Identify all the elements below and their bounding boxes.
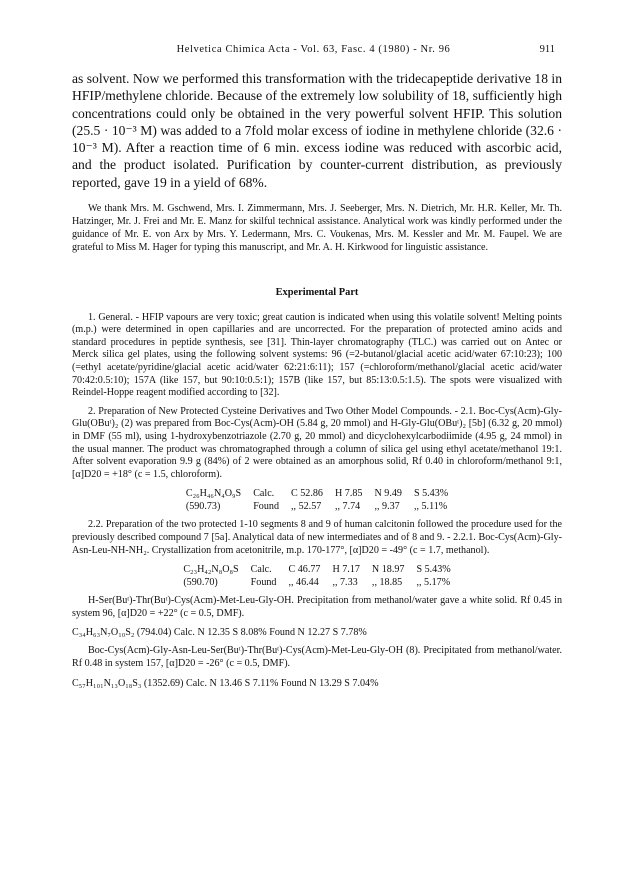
- preparation-segment-8: Boc-Cys(Acm)-Gly-Asn-Leu-Ser(Buᵗ)-Thr(Buᵗ)-Cys(Acm)-Met-Leu-Gly-OH (8). Precipitated from methanol/water. Rf 0.48 in system 157, [α]D20 = -26° (c = 0.5, DMF).: [72, 645, 562, 669]
- calc-value: N 9.49: [374, 488, 402, 500]
- calc-value: C 46.77: [288, 564, 321, 576]
- found-value: ,, 52.57: [291, 501, 322, 513]
- running-header: [72, 44, 555, 58]
- section-title: Experimental Part: [275, 286, 359, 298]
- preparation-2-2: 2.2. Preparation of the two protected 1-10 segments 8 and 9 of human calcitonin followed the procedure used for the previously described compound 7 [5a]. Analytical data of new intermediates and of 8 and 9. - 2.2.1. Boc-Cys(Acm)-Gly-Asn-Leu-NH-NH₂. Crystallization from acetonitrile, m.p. 170-177°, [α]D20 = -49° (c = 1.7, methanol).: [72, 519, 562, 556]
- page-number: 911: [539, 44, 555, 55]
- preparation-2-1: 2. Preparation of New Protected Cysteine Derivatives and Two Other Model Compounds. - 2.1. Boc-Cys(Acm)-Gly-Glu(OBuᵗ)₂ (2) was prepared from Boc-Cys(Acm)-OH (5.84 g, 20 mmol) and H-Gly-Glu(OBuᵗ)₂ [5b] (6.32 g, 20 mmol) in DMF (55 ml), using 1-hydroxybenzotriazole (2.70 g, 20 mmol) and dicyclohexylcarbodiimide (4.95 g, 24 mmol) in the usual manner. The product was chromatographed through a column of silica gel using ethyl acetate/methanol 19:1. After solvent evaporation 9.9 g (84%) of 2 were obtained as an amorphous solid, Rf 0.40 in chloroform/methanol 9:1, [α]D20 = +18° (c = 1.5, chloroform).: [72, 405, 562, 480]
- general-paragraph: 1. General. - HFIP vapours are very toxic; great caution is indicated when using this volatile solvent! Melting points (m.p.) were determined in open capillaries and are uncorrected. For the preparation of protected amino acids and standard procedures in peptide synthesis, see [31]. Thin-layer chromatography (TLC.) was carried out on Antec or Merck silica gel plates, using the following solvent systems: 96 (=2-butanol/glacial acetic acid/water 67:10:23); 100 (=ethyl acetate/pyridine/glacial acetic acid/water 62:21:6:11); 157 (=chloroform/methanol/glacial acetic acid/water 70:42:0.5:10); 157A (like 157, but 90:10:0.5:1); 157B (like 157, but 85:13:0.5:1.5). The spots were visualized with Reindel-Hoppe reagent modified according to [32].: [72, 311, 562, 399]
- molecular-formula: C₂₆H₄₆N₄O₉S: [185, 488, 242, 500]
- analysis-table: [180, 487, 454, 513]
- calc-value: N 18.97: [371, 564, 405, 576]
- found-value: ,, 5.11%: [413, 501, 448, 513]
- found-value: ,, 46.44: [288, 577, 319, 589]
- analysis-segment: [72, 563, 562, 589]
- calc-value: C 52.86: [291, 488, 323, 500]
- preparation-hexapeptide: H-Ser(Buᵗ)-Thr(Buᵗ)-Cys(Acm)-Met-Leu-Gly-OH. Precipitation from methanol/water gave a white solid. Rf 0.45 in system 96, [α]D20 = +22° (c = 0.5, DMF).: [72, 595, 562, 619]
- found-value: ,, 9.37: [374, 501, 400, 513]
- lead-paragraph: as solvent. Now we performed this transformation with the tridecapeptide derivative 18 in HFIP/methylene chloride. Because of the extremely low solubility of 18, sufficiently high concentrations could only be obtained in the very powerful solvent HFIP. This solution (25.5 · 10⁻³ M) was added to a 7fold molar excess of iodine in methylene chloride (32.6 · 10⁻³ M). After a reaction time of 6 min. excess iodine was reduced with ascorbic acid, and the product isolated. Purification by counter-current distribution, as previously reported, gave 19 in a yield of 68%.: [72, 71, 562, 190]
- analysis-hexapeptide: C₃₄H₆₃N₇O₁₀S₂ (794.04) Calc. N 12.35 S 8.08% Found N 12.27 S 7.78%: [72, 627, 367, 639]
- found-value: ,, 5.17%: [416, 577, 451, 589]
- calc-label: Calc.: [253, 488, 275, 500]
- calc-label: Calc.: [250, 564, 272, 576]
- analysis-compound-2: [72, 487, 562, 513]
- acknowledgement: We thank Mrs. M. Gschwend, Mrs. I. Zimmermann, Mrs. J. Seeberger, Mrs. N. Dietrich, Mr. H.R. Keller, Mr. Th. Hatzinger, Mr. J. Frei and Mr. E. Manz for skilful technical assistance. Analytical work was kindly performed under the guidance of Mr. E. von Arx by Mrs. Y. Ledermann, Mrs. C. Voukenas, Mrs. M. Kessler and Mr. M. Faupel. We are grateful to Miss M. Hager for typing this manuscript, and Mr. A. H. Kirkwood for linguistic assistance.: [72, 203, 562, 253]
- calc-value: H 7.85: [334, 488, 363, 500]
- calc-value: S 5.43%: [416, 564, 451, 576]
- calc-value: S 5.43%: [413, 488, 449, 500]
- analysis-segment-8: C₅₇H₁₀₁N₁₃O₁₈S₃ (1352.69) Calc. N 13.46 S 7.11% Found N 13.29 S 7.04%: [72, 677, 379, 689]
- found-label: Found: [253, 501, 279, 513]
- article-body: [72, 70, 562, 696]
- molecular-formula: C₂₃H₄₂N₈O₈S: [183, 564, 239, 576]
- molecular-weight: (590.70): [183, 577, 218, 589]
- journal-citation: Helvetica Chimica Acta - Vol. 63, Fasc. 4 (1980) - Nr. 96: [176, 44, 451, 55]
- found-value: ,, 7.74: [334, 501, 361, 513]
- found-value: ,, 18.85: [371, 577, 403, 589]
- found-value: ,, 7.33: [332, 577, 358, 589]
- molecular-weight: (590.73): [185, 501, 221, 513]
- analysis-table: [177, 563, 456, 589]
- calc-value: H 7.17: [332, 564, 360, 576]
- found-label: Found: [250, 577, 277, 589]
